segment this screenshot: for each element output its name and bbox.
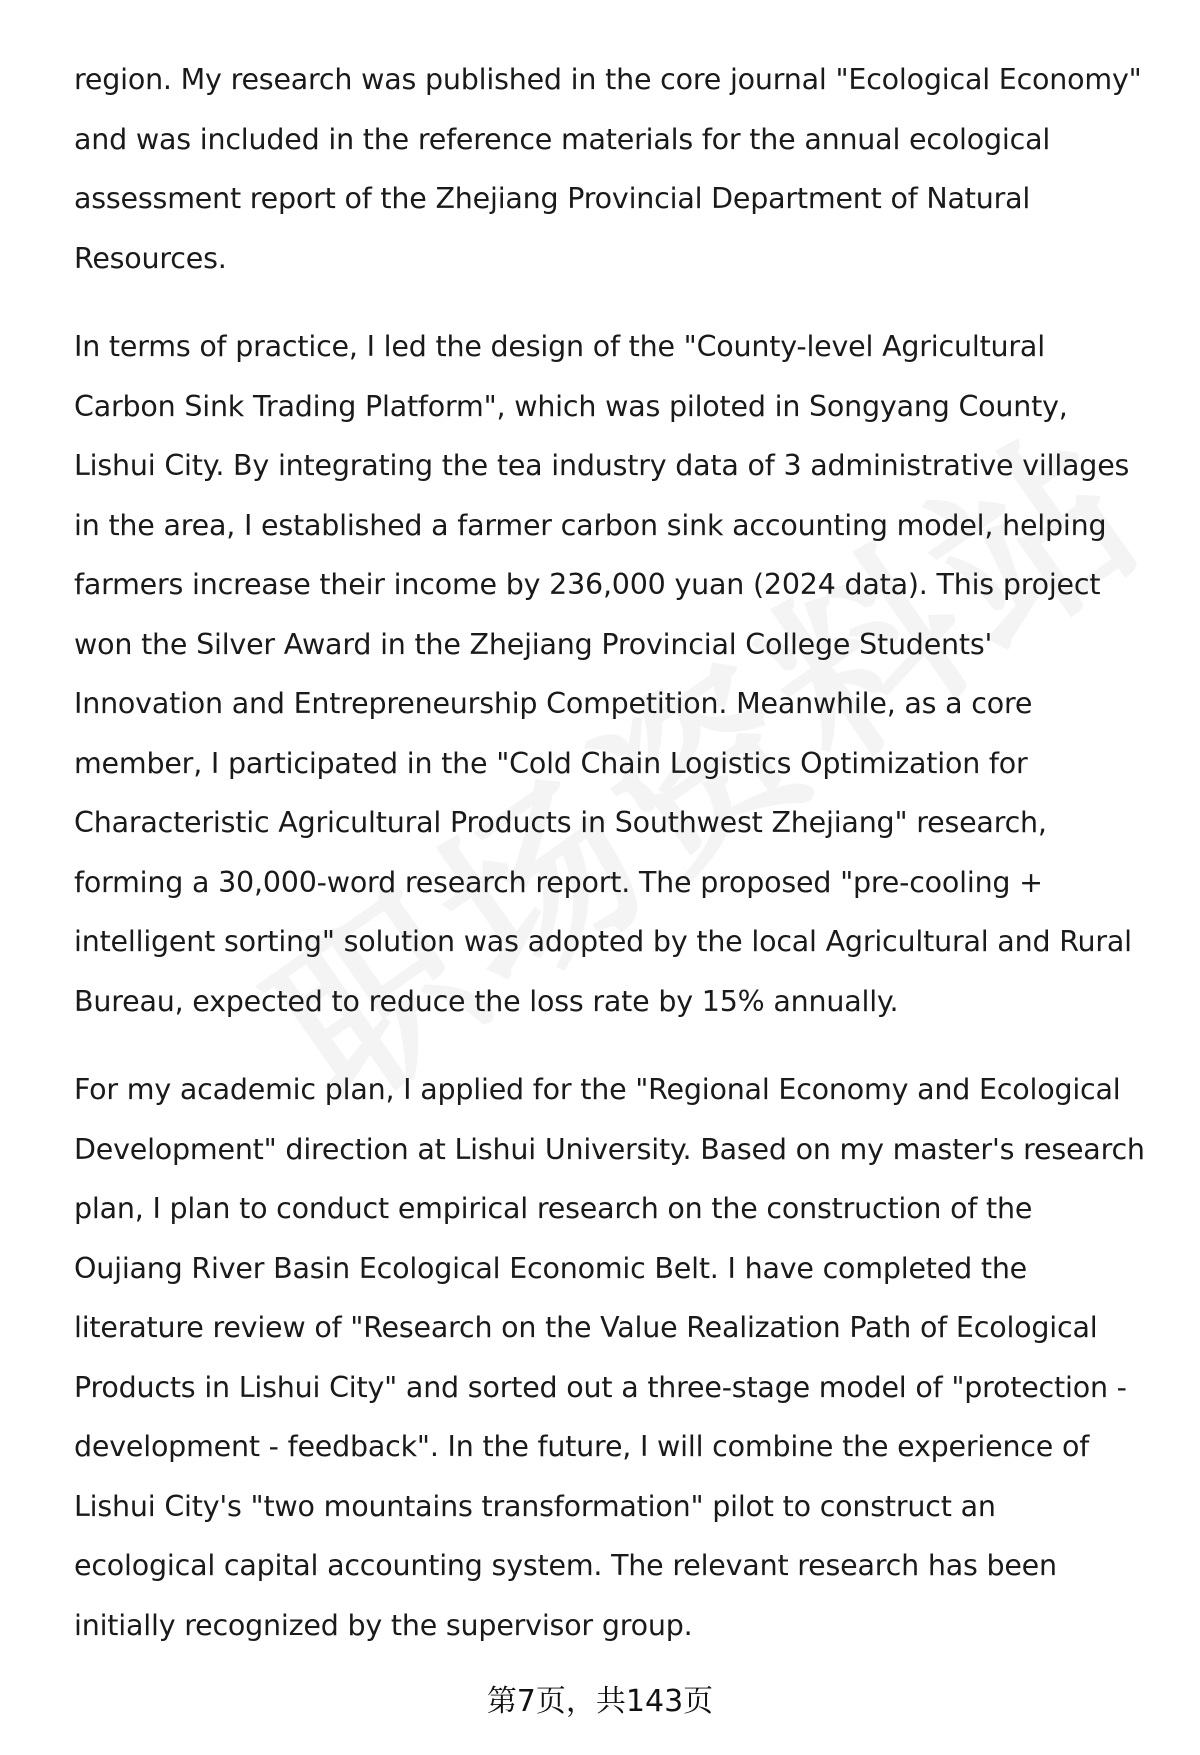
text-line: Oujiang River Basin Ecological Economic Belt. I have completed the (74, 1251, 1028, 1285)
text-line: Characteristic Agricultural Products in Southwest Zhejiang" research, (74, 806, 1047, 839)
text-line: literature review of "Research on the Value Realization Path of Ecological (74, 1311, 1098, 1344)
paragraph-2 (74, 317, 1150, 1031)
text-line: development - feedback". In the future, I will combine the experience of (74, 1430, 1090, 1463)
text-line: Development" direction at Lishui University. Based on my master's research (74, 1132, 1145, 1166)
text-line: Resources. (74, 241, 227, 275)
paragraph-3 (74, 1060, 1150, 1655)
text-line: In terms of practice, I led the design of the "County-level Agricultural (74, 330, 1045, 363)
text-line: region. My research was published in the core journal "Ecological Economy" (74, 63, 1142, 96)
text-line: and was included in the reference materials for the annual ecological (74, 122, 1051, 156)
text-line: in the area, I established a farmer carbon sink accounting model, helping (74, 508, 1107, 542)
text-line: forming a 30,000-word research report. The proposed "pre-cooling + (74, 865, 1043, 899)
text-line: assessment report of the Zhejiang Provincial Department of Natural (74, 182, 1031, 215)
text-line: Carbon Sink Trading Platform", which was piloted in Songyang County, (74, 389, 1068, 423)
text-line: intelligent sorting" solution was adopted by the local Agricultural and Rural (74, 925, 1132, 958)
text-line: Products in Lishui City" and sorted out a three-stage model of "protection - (74, 1370, 1127, 1404)
text-line: initially recognized by the supervisor group. (74, 1608, 693, 1642)
paragraph-1 (74, 50, 1150, 288)
text-line: Innovation and Entrepreneurship Competition. Meanwhile, as a core (74, 687, 1033, 720)
text-line: Lishui City's "two mountains transformation" pilot to construct an (74, 1489, 996, 1523)
text-line: member, I participated in the "Cold Chain Logistics Optimization for (74, 746, 1028, 780)
text-line: won the Silver Award in the Zhejiang Provincial College Students' (74, 627, 993, 661)
document-body (74, 50, 1150, 1684)
text-line: ecological capital accounting system. The relevant research has been (74, 1549, 1057, 1582)
page-number: 第7页，共143页 (486, 1684, 714, 1719)
text-line: plan, I plan to conduct empirical research on the construction of the (74, 1192, 1033, 1225)
text-line: Bureau, expected to reduce the loss rate by 15% annually. (74, 984, 899, 1018)
text-line: Lishui City. By integrating the tea industry data of 3 administrative villages (74, 449, 1130, 482)
text-line: For my academic plan, I applied for the "Regional Economy and Ecological (74, 1073, 1121, 1106)
text-line: farmers increase their income by 236,000 yuan (2024 data). This project (74, 568, 1101, 601)
